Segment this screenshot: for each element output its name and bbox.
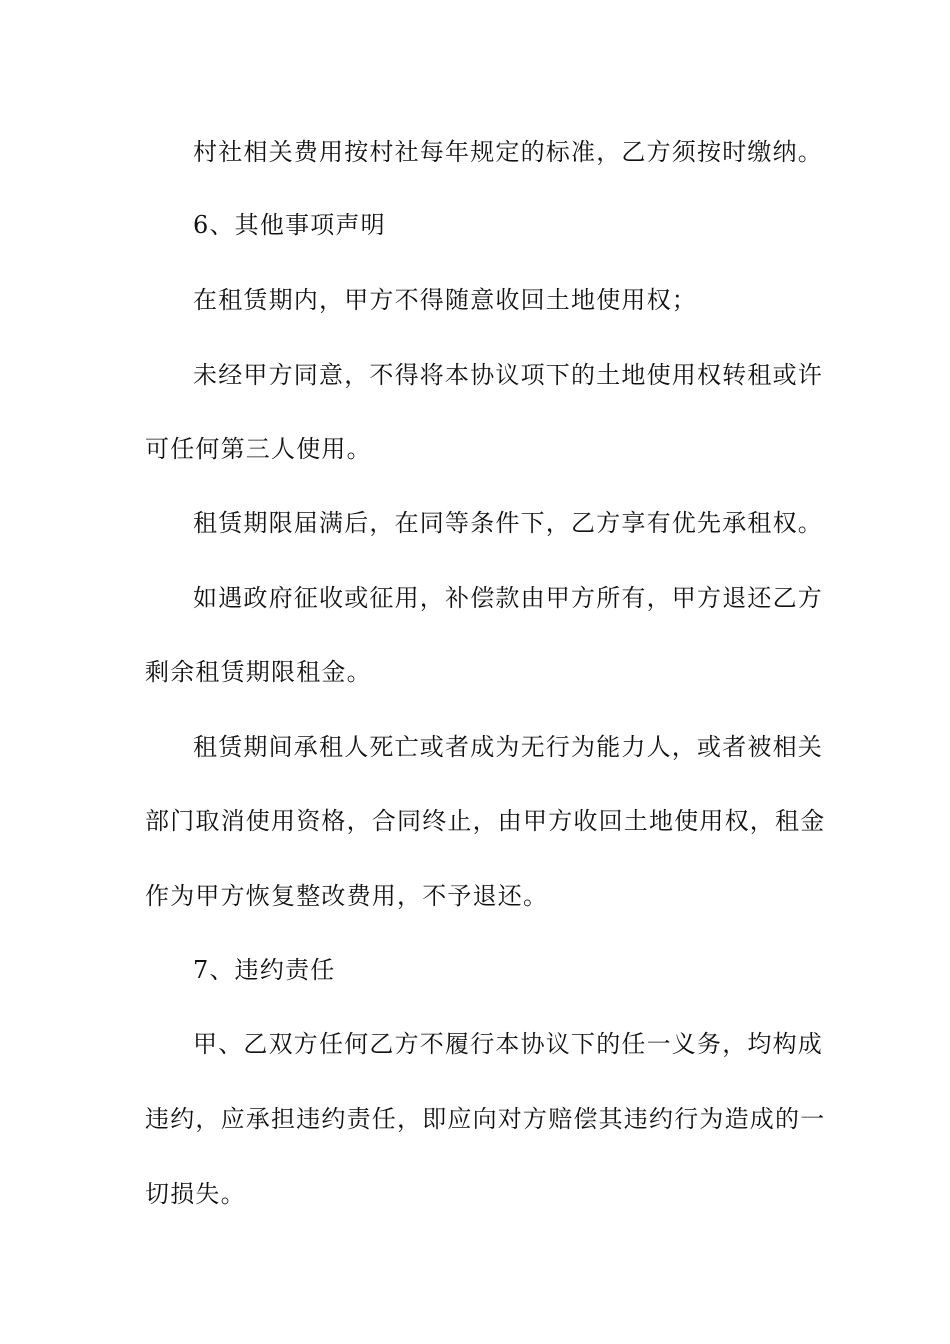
- paragraph-no-sublease-line1: 未经甲方同意，不得将本协议项下的土地使用权转租或许: [193, 361, 823, 389]
- paragraph-no-revocation: 在租赁期内，甲方不得随意收回土地使用权；: [193, 286, 697, 314]
- paragraph-breach-line3: 切损失。: [145, 1180, 246, 1208]
- paragraph-priority-renewal: 租赁期限届满后，在同等条件下，乙方享有优先承租权。: [193, 509, 823, 537]
- paragraph-expropriation-line2: 剩余租赁期限租金。: [145, 658, 372, 686]
- paragraph-breach-line2: 违约，应承担违约责任，即应向对方赔偿其违约行为造成的一: [145, 1105, 826, 1133]
- paragraph-expropriation-line1: 如遇政府征收或征用，补偿款由甲方所有，甲方退还乙方: [193, 584, 823, 612]
- paragraph-termination-line3: 作为甲方恢复整改费用，不予退还。: [145, 882, 549, 910]
- paragraph-no-sublease-line2: 可任何第三人使用。: [145, 435, 372, 463]
- paragraph-termination-line1: 租赁期间承租人死亡或者成为无行为能力人，或者被相关: [193, 733, 823, 761]
- paragraph-village-fees: 村社相关费用按村社每年规定的标准，乙方须按时缴纳。: [193, 138, 823, 166]
- section-heading-breach: 7、违约责任: [193, 956, 336, 984]
- paragraph-termination-line2: 部门取消使用资格，合同终止，由甲方收回土地使用权，租金: [145, 807, 826, 835]
- paragraph-breach-line1: 甲、乙双方任何乙方不履行本协议下的任一义务，均构成: [193, 1030, 823, 1058]
- section-heading-other-matters: 6、其他事项声明: [193, 211, 386, 239]
